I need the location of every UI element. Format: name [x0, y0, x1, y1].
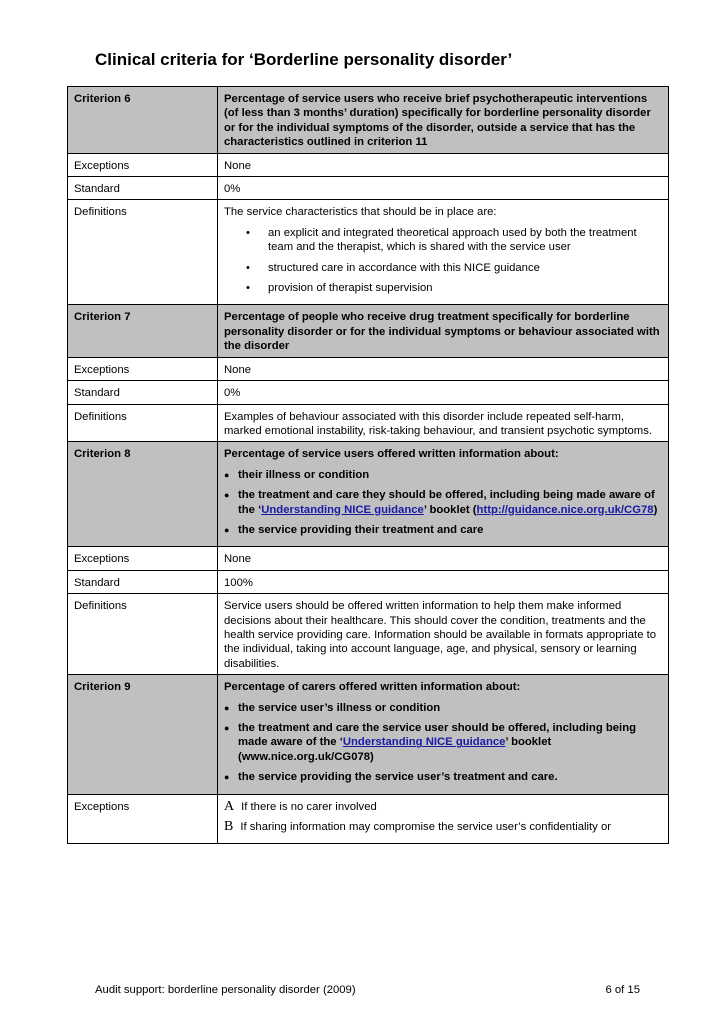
bullet-item: • provision of therapist supervision [224, 281, 662, 295]
understanding-nice-guidance-link[interactable]: Understanding NICE guidance [342, 736, 506, 749]
criterion-6-definitions [218, 200, 669, 305]
definitions-intro: The service characteristics that should be in place are: [224, 206, 497, 219]
bullet-item: • structured care in accordance with this NICE guidance [224, 261, 662, 275]
exception-a [224, 800, 662, 814]
bullet-item: • an explicit and integrated theoretical approach used by both the treatment team and the therapist, which is shared with the service user [224, 226, 662, 255]
criterion-9-cell [218, 675, 669, 794]
page-number: 6 of 15 [605, 984, 640, 996]
criterion-6-standard-row [68, 177, 669, 200]
exceptions-label: Exceptions [68, 547, 218, 570]
standard-label: Standard [68, 570, 218, 593]
definitions-bullet-list [224, 226, 662, 296]
bullet-item: ● their illness or condition [224, 468, 662, 482]
criteria-table [67, 86, 669, 844]
criterion-8-cell [218, 442, 669, 547]
exception-text: If sharing information may compromise the service user’s confidentiality or [240, 821, 611, 834]
criterion-7-text: Percentage of people who receive drug treatment specifically for borderline personality disorder or for the individual symptoms or behaviour associated with the disorder [218, 305, 669, 357]
bullet-text: the treatment and care they should be offered, including being made aware of the ‘ [238, 489, 655, 516]
criterion-9-row [68, 675, 669, 794]
exception-letter: A [224, 798, 235, 814]
exception-text: If there is no carer involved [241, 800, 377, 813]
criterion-7-exceptions: None [218, 357, 669, 380]
criterion-9-bullet-list [224, 701, 662, 785]
exceptions-label: Exceptions [68, 357, 218, 380]
footer-title: Audit support: borderline personality disorder (2009) [95, 984, 356, 996]
criterion-6-exceptions: None [218, 153, 669, 176]
definitions-label: Definitions [68, 404, 218, 442]
criterion-6-label: Criterion 6 [68, 87, 218, 154]
criterion-8-bullet-list [224, 468, 662, 538]
bullet-item: ● the service providing the service user’s treatment and care. [224, 770, 662, 784]
criterion-8-standard: 100% [218, 570, 669, 593]
criterion-6-standard: 0% [218, 177, 669, 200]
criterion-8-text: Percentage of service users offered written information about: [224, 448, 559, 461]
bullet-item: ● the service user’s illness or condition [224, 701, 662, 715]
criterion-8-label: Criterion 8 [68, 442, 218, 547]
criterion-7-label: Criterion 7 [68, 305, 218, 357]
exception-letter: B [224, 819, 234, 835]
criterion-8-definitions: Service users should be offered written information to help them make informed decisions about their healthcare. This should cover the condition, treatments and the health service providing care. Information should be available in formats appropriate to the individual, taking into account language, age, and physical, sensory or learning disabilities. [218, 594, 669, 675]
bullet-text: ’ booklet (www.nice.org.uk/CG078) [238, 736, 552, 763]
bullet-text: ) [653, 503, 658, 516]
criterion-9-exceptions-row [68, 794, 669, 844]
standard-label: Standard [68, 381, 218, 404]
bullet-item [224, 721, 662, 764]
bullet-text: the treatment and care the service user should be offered, including being made aware of the ‘ [238, 722, 636, 749]
criterion-7-definitions: Examples of behaviour associated with this disorder include repeated self-harm, marked emotional instability, risk-taking behaviour, and transient psychotic symptoms. [218, 404, 669, 442]
bullet-text: ’ booklet ( [423, 503, 477, 516]
criterion-7-standard: 0% [218, 381, 669, 404]
criterion-8-exceptions-row [68, 547, 669, 570]
bullet-item [224, 488, 662, 517]
exceptions-label: Exceptions [68, 153, 218, 176]
guidance-url-link[interactable]: http://guidance.nice.org.uk/CG78 [476, 503, 654, 516]
definitions-label: Definitions [68, 594, 218, 675]
exceptions-label: Exceptions [68, 794, 218, 844]
criterion-9-label: Criterion 9 [68, 675, 218, 794]
standard-label: Standard [68, 177, 218, 200]
page-title: Clinical criteria for ‘Borderline personality disorder’ [95, 50, 513, 69]
criterion-7-definitions-row [68, 404, 669, 442]
criterion-6-text: Percentage of service users who receive brief psychotherapeutic interventions (of less than 3 months’ duration) specifically for borderline personality disorder or for the individual symptoms of the disorder, outside a service that has the characteristics outlined in criterion 11 [218, 87, 669, 154]
criterion-7-exceptions-row [68, 357, 669, 380]
criterion-6-definitions-row [68, 200, 669, 305]
criterion-8-definitions-row [68, 594, 669, 675]
criterion-7-standard-row [68, 381, 669, 404]
page-footer [95, 984, 640, 996]
criterion-6-row [68, 87, 669, 154]
bullet-item: ● the service providing their treatment and care [224, 523, 662, 537]
criterion-6-exceptions-row [68, 153, 669, 176]
criterion-8-standard-row [68, 570, 669, 593]
criterion-9-text: Percentage of carers offered written information about: [224, 681, 521, 694]
criterion-8-row [68, 442, 669, 547]
criterion-8-exceptions: None [218, 547, 669, 570]
understanding-nice-guidance-link[interactable]: Understanding NICE guidance [261, 503, 424, 516]
definitions-label: Definitions [68, 200, 218, 305]
criterion-9-exceptions [218, 794, 669, 844]
exception-b [224, 820, 662, 834]
criterion-7-row [68, 305, 669, 357]
